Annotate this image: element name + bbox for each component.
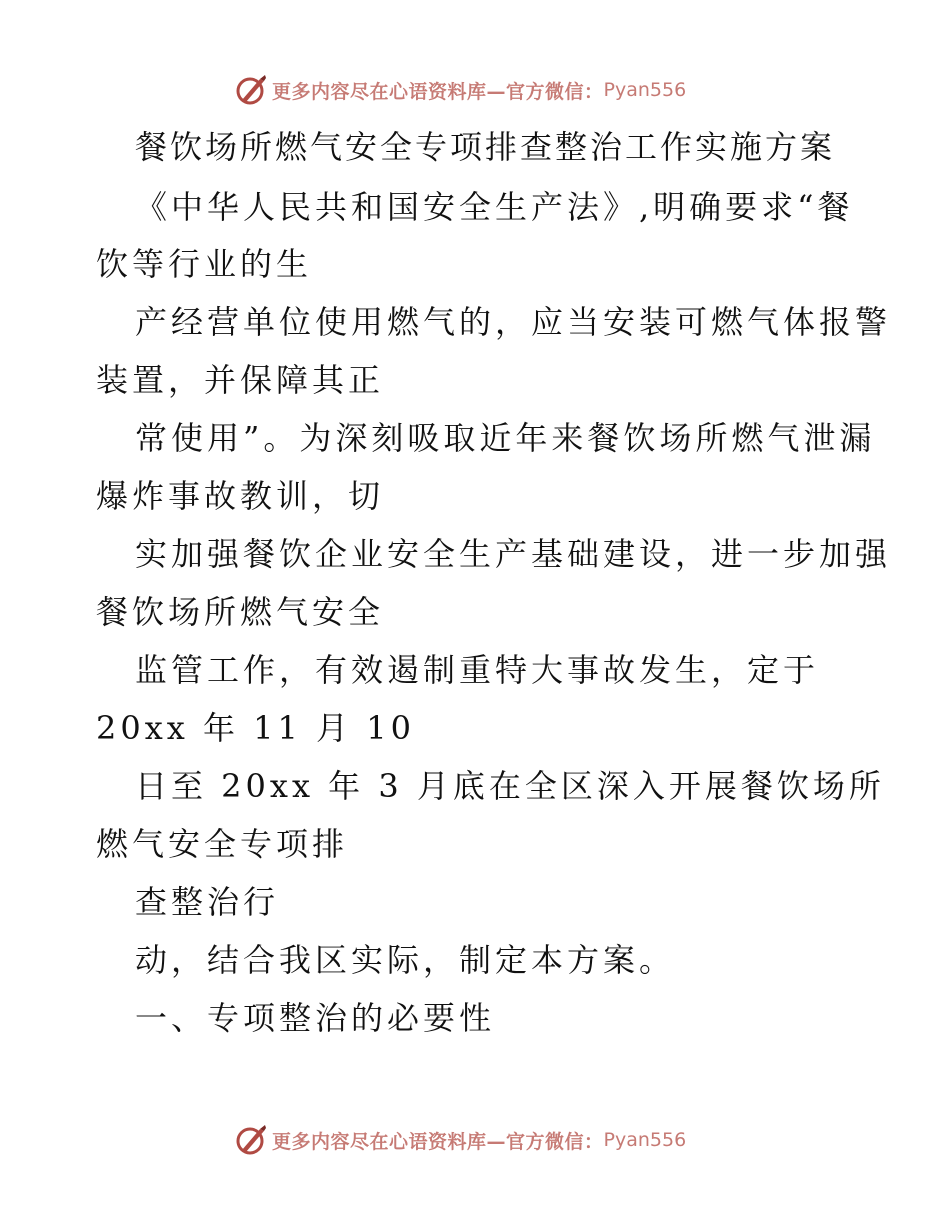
paragraph-line: 饮等行业的生: [96, 245, 313, 283]
paragraph-line: 监管工作，有效遏制重特大事故发生，定于: [135, 651, 820, 689]
paragraph-line: 日至 20xx 年 3 月底在全区深入开展餐饮场所: [135, 767, 885, 805]
watermark-wechat-id: Pyan556: [603, 1129, 687, 1151]
paragraph-line: 餐饮场所燃气安全: [96, 593, 385, 631]
footer-watermark: [234, 1120, 686, 1160]
quill-pen-logo-icon: [234, 1123, 268, 1157]
section-heading: 一、专项整治的必要性: [135, 999, 496, 1037]
paragraph-line: 20xx 年 11 月 10: [96, 709, 415, 747]
watermark-site-text: 更多内容尽在心语资料库—官方微信：: [272, 1130, 604, 1153]
paragraph-line: 动，结合我区实际，制定本方案。: [135, 941, 676, 979]
paragraph-line: 实加强餐饮企业安全生产基础建设，进一步加强: [135, 535, 892, 573]
paragraph-line: 燃气安全专项排: [96, 825, 349, 863]
document-title: 餐饮场所燃气安全专项排查整治工作实施方案: [135, 128, 836, 166]
paragraph-line: 常使用”。为深刻吸取近年来餐饮场所燃气泄漏: [135, 419, 876, 457]
paragraph-line: 《中华人民共和国安全生产法》,明确要求“餐: [135, 188, 854, 226]
watermark-wechat-id: Pyan556: [603, 79, 687, 101]
paragraph-line: 爆炸事故教训，切: [96, 477, 385, 515]
paragraph-line: 产经营单位使用燃气的，应当安装可燃气体报警: [135, 303, 892, 341]
paragraph-line: 查整治行: [135, 883, 280, 921]
watermark-site-text: 更多内容尽在心语资料库—官方微信：: [272, 80, 604, 103]
paragraph-line: 装置，并保障其正: [96, 361, 385, 399]
